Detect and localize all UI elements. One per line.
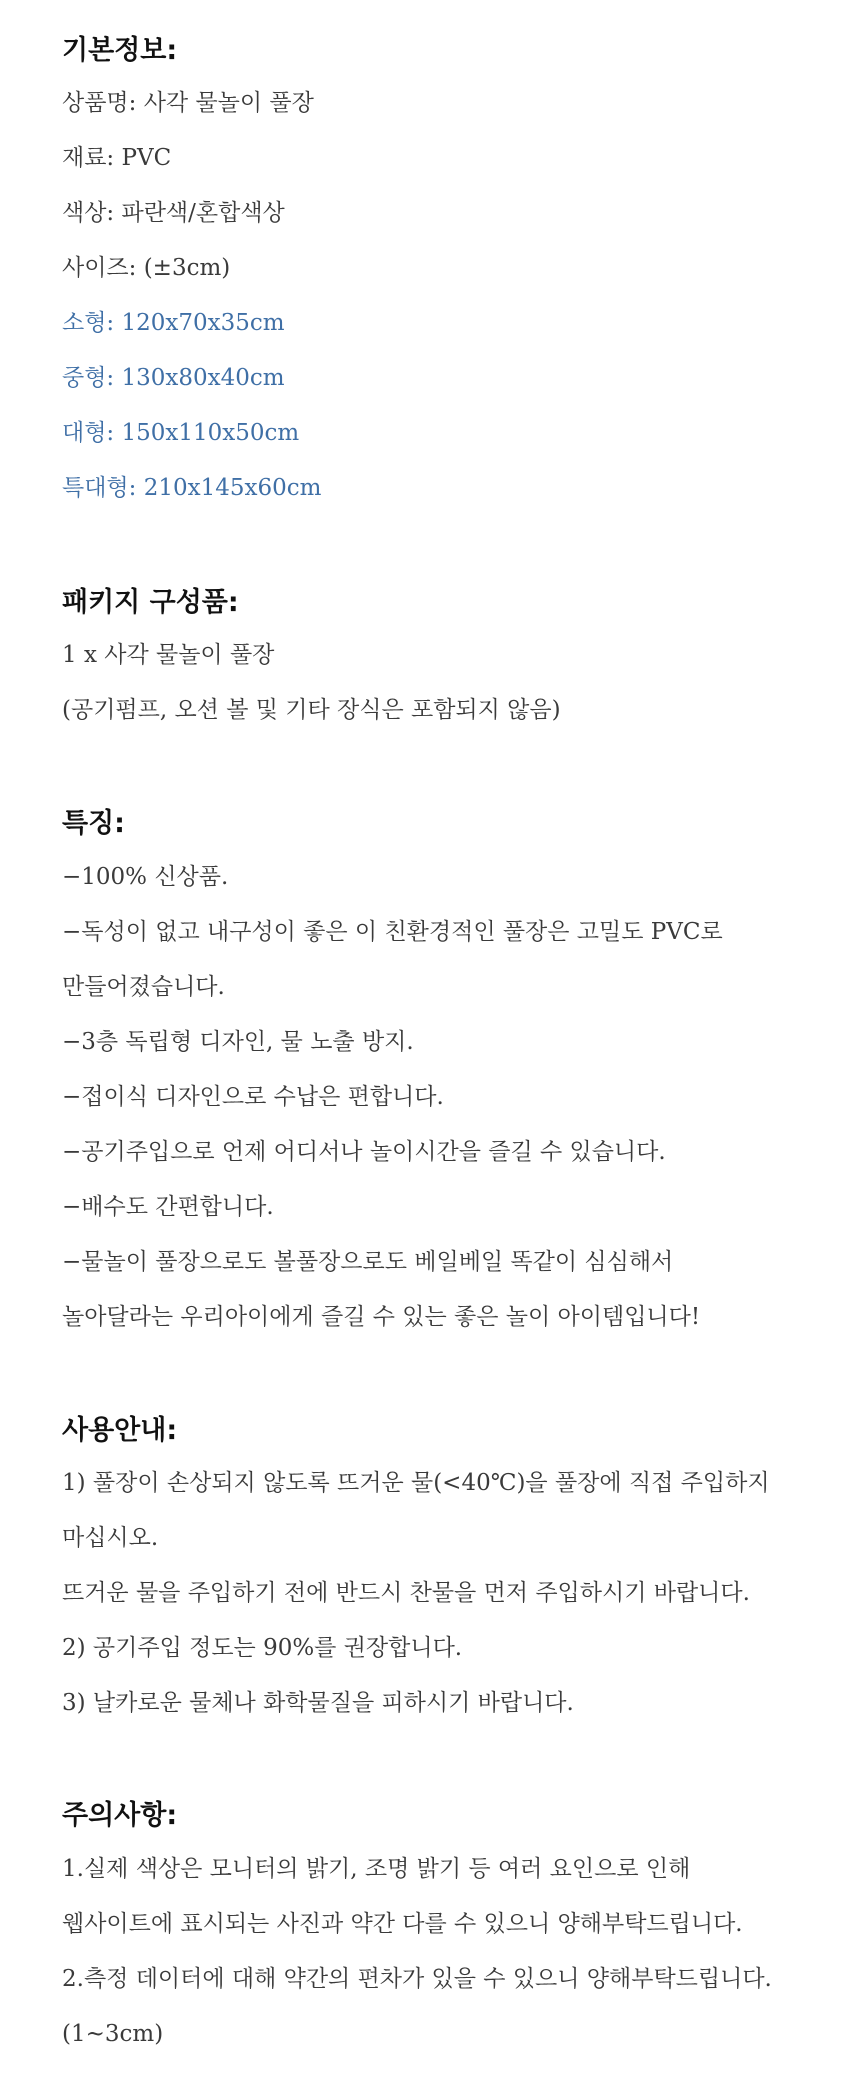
- size-xlarge-line: 특대형: 210x145x60cm: [62, 475, 322, 501]
- feature-line: −독성이 없고 내구성이 좋은 이 친환경적인 풀장은 고밀도 PVC로: [62, 919, 723, 945]
- usage-line: 뜨거운 물을 주입하기 전에 반드시 찬물을 먼저 주입하시기 바랍니다.: [62, 1580, 750, 1606]
- feature-line: −3층 독립형 디자인, 물 노출 방지.: [62, 1029, 414, 1055]
- feature-line: −물놀이 풀장으로도 볼풀장으로도 베일베일 똑같이 심심해서: [62, 1249, 674, 1275]
- usage-heading: 사용안내:: [62, 1415, 178, 1446]
- usage-line: 1) 풀장이 손상되지 않도록 뜨거운 물(<40℃)을 풀장에 직접 주입하지: [62, 1470, 770, 1496]
- feature-line: −배수도 간편합니다.: [62, 1194, 274, 1220]
- package-heading: 패키지 구성품:: [62, 587, 239, 618]
- usage-line: 마십시오.: [62, 1525, 159, 1551]
- feature-line: −100% 신상품.: [62, 864, 229, 890]
- color-line: 색상: 파란색/혼합색상: [62, 200, 285, 226]
- caution-heading: 주의사항:: [62, 1800, 178, 1831]
- caution-line: (1~3cm): [62, 2021, 164, 2047]
- basic-info-heading: 기본정보:: [62, 35, 178, 66]
- features-heading: 특징:: [62, 808, 125, 839]
- size-medium-line: 중형: 130x80x40cm: [62, 365, 285, 391]
- feature-line: −공기주입으로 언제 어디서나 놀이시간을 즐길 수 있습니다.: [62, 1139, 666, 1165]
- caution-line: 1.실제 색상은 모니터의 밝기, 조명 밝기 등 여러 요인으로 인해: [62, 1856, 691, 1882]
- usage-line: 2) 공기주입 정도는 90%를 권장합니다.: [62, 1635, 463, 1661]
- package-line: 1 x 사각 물놀이 풀장: [62, 642, 275, 668]
- size-small-line: 소형: 120x70x35cm: [62, 310, 285, 336]
- usage-line: 3) 날카로운 물체나 화학물질을 피하시기 바랍니다.: [62, 1690, 574, 1716]
- package-line: (공기펌프, 오션 볼 및 기타 장식은 포함되지 않음): [62, 697, 561, 723]
- feature-line: 만들어졌습니다.: [62, 974, 225, 1000]
- size-large-line: 대형: 150x110x50cm: [62, 420, 300, 446]
- caution-line: 2.측정 데이터에 대해 약간의 편차가 있을 수 있으니 양해부탁드립니다.: [62, 1966, 772, 1992]
- caution-line: 웹사이트에 표시되는 사진과 약간 다를 수 있으니 양해부탁드립니다.: [62, 1911, 743, 1937]
- size-note-line: 사이즈: (±3cm): [62, 255, 231, 281]
- feature-line: 놀아달라는 우리아이에게 즐길 수 있는 좋은 놀이 아이템입니다!: [62, 1304, 701, 1330]
- material-line: 재료: PVC: [62, 145, 172, 171]
- feature-line: −접이식 디자인으로 수납은 편합니다.: [62, 1084, 444, 1110]
- product-name-line: 상품명: 사각 물놀이 풀장: [62, 90, 314, 116]
